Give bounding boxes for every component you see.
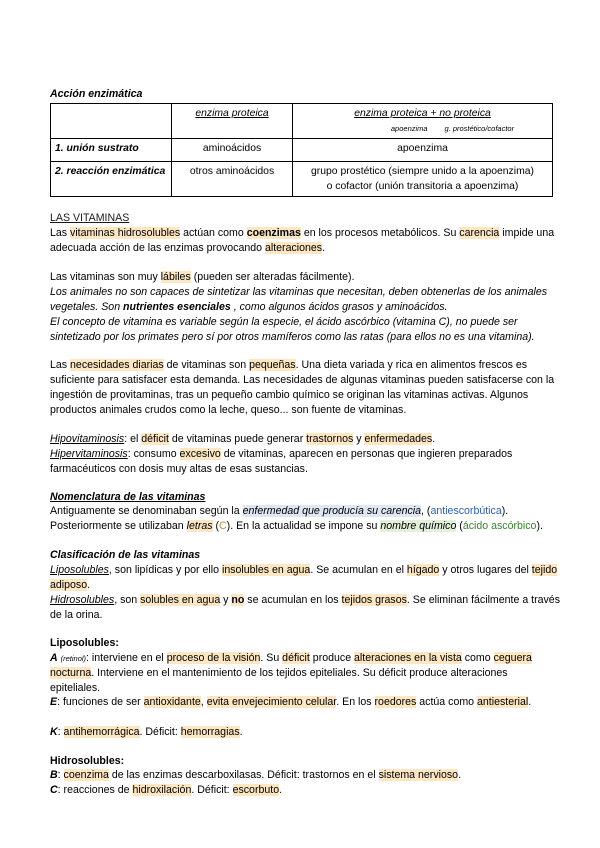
hipovitaminosis <box>50 432 560 447</box>
text-segment: ). <box>501 505 509 517</box>
vitaminas-heading: LAS VITAMINAS <box>50 212 130 224</box>
text-segment: : <box>57 769 64 781</box>
row1-label: 1. unión sustrato <box>51 139 172 162</box>
vitaminas-p5 <box>50 358 560 418</box>
col2-header: enzima proteica + no proteica <box>354 108 491 119</box>
text-segment: nutrientes esenciales <box>123 301 231 313</box>
text-segment: Los animales no son capaces de sintetizar las vitaminas que necesitan, deben obtenerlas de los animales vegetales. Son <box>50 286 548 313</box>
text-segment: . Su <box>260 652 283 664</box>
text-segment: . <box>87 579 91 591</box>
text-segment: ( <box>456 520 463 532</box>
text-segment: y <box>353 433 365 445</box>
text-segment: Las <box>50 227 71 239</box>
section-title-accion: Acción enzimática <box>50 88 143 100</box>
text-segment: y otros lugares del <box>439 564 532 576</box>
text-segment: proceso de la visión <box>166 652 261 664</box>
text-segment: actúa como <box>416 696 477 708</box>
text-segment: carencia <box>459 227 500 239</box>
nomenclatura-heading: Nomenclatura de las vitaminas <box>50 491 206 503</box>
text-segment: (retinol) <box>60 654 87 663</box>
text-segment: : funciones de ser <box>57 696 144 708</box>
text-segment: hígado <box>406 564 440 576</box>
text-segment: : reacciones de <box>57 784 133 796</box>
text-segment: Posteriormente se utilizaban <box>50 520 187 532</box>
text-segment: ( <box>212 520 220 532</box>
enzyme-table <box>50 103 553 197</box>
text-segment: escorbuto <box>232 784 280 796</box>
text-segment: vitaminas hidrosolubles <box>70 227 181 239</box>
text-segment: Las vitaminas son muy <box>50 271 161 283</box>
text-segment: C <box>219 520 227 532</box>
text-segment: . Se acumulan en el <box>310 564 407 576</box>
row2-label: 2. reacción enzimática <box>51 162 172 197</box>
text-segment: : consumo <box>127 448 180 460</box>
enzyme-table-wrapper <box>50 103 560 197</box>
text-segment: Antiguamente se denominaban según la <box>50 505 243 517</box>
text-segment: antihemorrágica <box>63 726 140 738</box>
text-segment: déficit <box>141 433 169 445</box>
vitamin-a <box>50 651 560 696</box>
text-segment: Hidrosolubles <box>50 594 115 606</box>
text-segment: tejidos grasos <box>341 594 407 606</box>
text-segment: de las enzimas descarboxilasas. Déficit: trastornos en el <box>108 769 379 781</box>
text-segment: lábiles <box>160 271 191 283</box>
text-segment: sistema nervioso <box>378 769 459 781</box>
vitamin-e <box>50 695 560 710</box>
text-segment: antiescorbútica <box>430 505 502 517</box>
text-segment: déficit <box>282 652 310 664</box>
text-segment: . <box>239 726 243 738</box>
text-segment: . Déficit: <box>191 784 233 796</box>
text-segment: de vitaminas son <box>163 359 250 371</box>
text-segment: . Déficit: <box>139 726 181 738</box>
text-segment: Liposolubles <box>50 564 109 576</box>
text-segment: , son lipídicas y por ello <box>108 564 222 576</box>
text-segment: insolubles en agua <box>221 564 311 576</box>
text-segment: nombre químico <box>380 520 457 532</box>
text-segment: . Interviene en el mantenimiento de los tejidos epiteliales. Su déficit produce alteraciones epiteliales. <box>50 667 508 694</box>
text-segment: coenzima <box>63 769 109 781</box>
vitamin-b <box>50 768 560 783</box>
clasificacion-heading: Clasificación de las vitaminas <box>50 549 201 561</box>
text-segment: (pueden ser alteradas fácilmente). <box>190 271 355 283</box>
text-segment: : <box>57 726 64 738</box>
clasificacion-lipo <box>50 563 560 593</box>
col1-header: enzima proteica <box>195 108 269 119</box>
text-segment: B <box>50 769 58 781</box>
text-segment: produce <box>309 652 355 664</box>
text-segment: de vitaminas, aparecen en personas que ingieren preparados farmacéuticos con dosis muy altas de esas sustancias. <box>50 448 513 475</box>
text-segment: . <box>279 784 283 796</box>
text-segment: alteraciones en la vista <box>354 652 462 664</box>
row1-c1: aminoácidos <box>172 139 293 162</box>
text-segment: alteraciones <box>264 242 323 254</box>
text-segment: pequeñas <box>249 359 296 371</box>
text-segment: . En los <box>336 696 375 708</box>
vitaminas-p2 <box>50 270 560 285</box>
text-segment: . Se eliminan fácilmente a través de la orina. <box>50 594 560 621</box>
text-segment: . <box>322 242 326 254</box>
text-segment: K <box>50 726 58 738</box>
text-segment: de vitaminas puede generar <box>168 433 307 445</box>
nomenclatura-p <box>50 504 560 534</box>
text-segment: Hipervitaminosis <box>50 448 128 460</box>
text-segment: como <box>461 652 494 664</box>
text-segment: excesivo <box>179 448 221 460</box>
row2-c1: otros aminoácidos <box>172 162 293 197</box>
text-segment: Las <box>50 359 71 371</box>
text-segment: enfermedad que producía su carencia <box>242 505 422 517</box>
text-segment: solubles en agua <box>140 594 221 606</box>
hidrosolubles-heading: Hidrosolubles: <box>50 755 125 767</box>
text-segment: Hipovitaminosis <box>50 433 125 445</box>
text-segment: ceguera nocturna <box>50 652 532 679</box>
row2-c2-line1: grupo prostético (siempre unido a la apoenzima) <box>311 166 534 177</box>
clasificacion-hidro <box>50 593 560 623</box>
text-segment: A <box>50 652 58 664</box>
row1-c2: apoenzima <box>293 139 553 162</box>
row2-c2-line2: o cofactor (unión transitoria a apoenzima) <box>326 181 519 192</box>
text-segment: , como algunos ácidos grasos y aminoácidos. <box>230 301 448 313</box>
col2-sub-b: g. prostético/cofactor <box>444 124 515 133</box>
text-segment: antiesterial <box>477 696 529 708</box>
text-segment: tejido adiposo <box>50 564 558 591</box>
text-segment: roedores <box>374 696 417 708</box>
text-segment: C <box>50 784 58 796</box>
text-segment: : el <box>124 433 142 445</box>
vitamin-c <box>50 783 560 798</box>
text-segment: ). En la actualidad se impone su <box>226 520 381 532</box>
col2-sub-a: apoenzima <box>390 124 428 133</box>
text-segment: , <box>200 696 207 708</box>
text-segment: evita envejecimiento celular <box>206 696 337 708</box>
vitaminas-p3 <box>50 285 560 315</box>
vitaminas-p1 <box>50 226 560 256</box>
text-segment: hidroxilación <box>132 784 192 796</box>
liposolubles-heading: Liposolubles: <box>50 637 119 649</box>
text-segment: : interviene en el <box>86 652 167 664</box>
text-segment: impide una adecuada acción de las enzimas provocando <box>50 227 555 254</box>
text-segment: E <box>50 696 58 708</box>
text-segment: . <box>432 433 436 445</box>
text-segment: . <box>528 696 532 708</box>
text-segment: necesidades diarias <box>70 359 164 371</box>
text-segment: letras <box>186 520 213 532</box>
text-segment: , son <box>114 594 141 606</box>
text-segment: ácido ascórbico <box>462 520 537 532</box>
text-segment: coenzimas <box>246 227 301 239</box>
text-segment: y <box>220 594 232 606</box>
hipervitaminosis <box>50 447 560 477</box>
text-segment: actúan como <box>180 227 247 239</box>
text-segment: antioxidante <box>143 696 201 708</box>
text-segment: no <box>231 594 245 606</box>
vitaminas-p4: El concepto de vitamina es variable según la especie, el ácido ascórbico (vitamina C), no puede ser sintetizado por los primates pero sí por otros mamíferos como las ratas (para ellos no es una vitamina). <box>50 316 535 343</box>
text-segment: . Una dieta variada y rica en alimentos frescos es suficiente para satisfacer esta demanda. Las necesidades de algunas vitaminas pueden satisfacerse con la ingestión de provitaminas, tras un pequeño cambio químico se originan las vitaminas activas. Algunos productos animales crudos como la leche, queso... son fuente de vitaminas. <box>50 359 555 416</box>
text-segment: se acumulan en los <box>244 594 342 606</box>
text-segment: ). <box>536 520 543 532</box>
text-segment: , ( <box>421 505 431 517</box>
text-segment: trastornos <box>306 433 354 445</box>
text-segment: enfermedades <box>364 433 433 445</box>
text-segment: hemorragias <box>180 726 240 738</box>
text-segment: . <box>458 769 462 781</box>
vitamin-k <box>50 725 560 740</box>
text-segment: en los procesos metabólicos. Su <box>300 227 460 239</box>
